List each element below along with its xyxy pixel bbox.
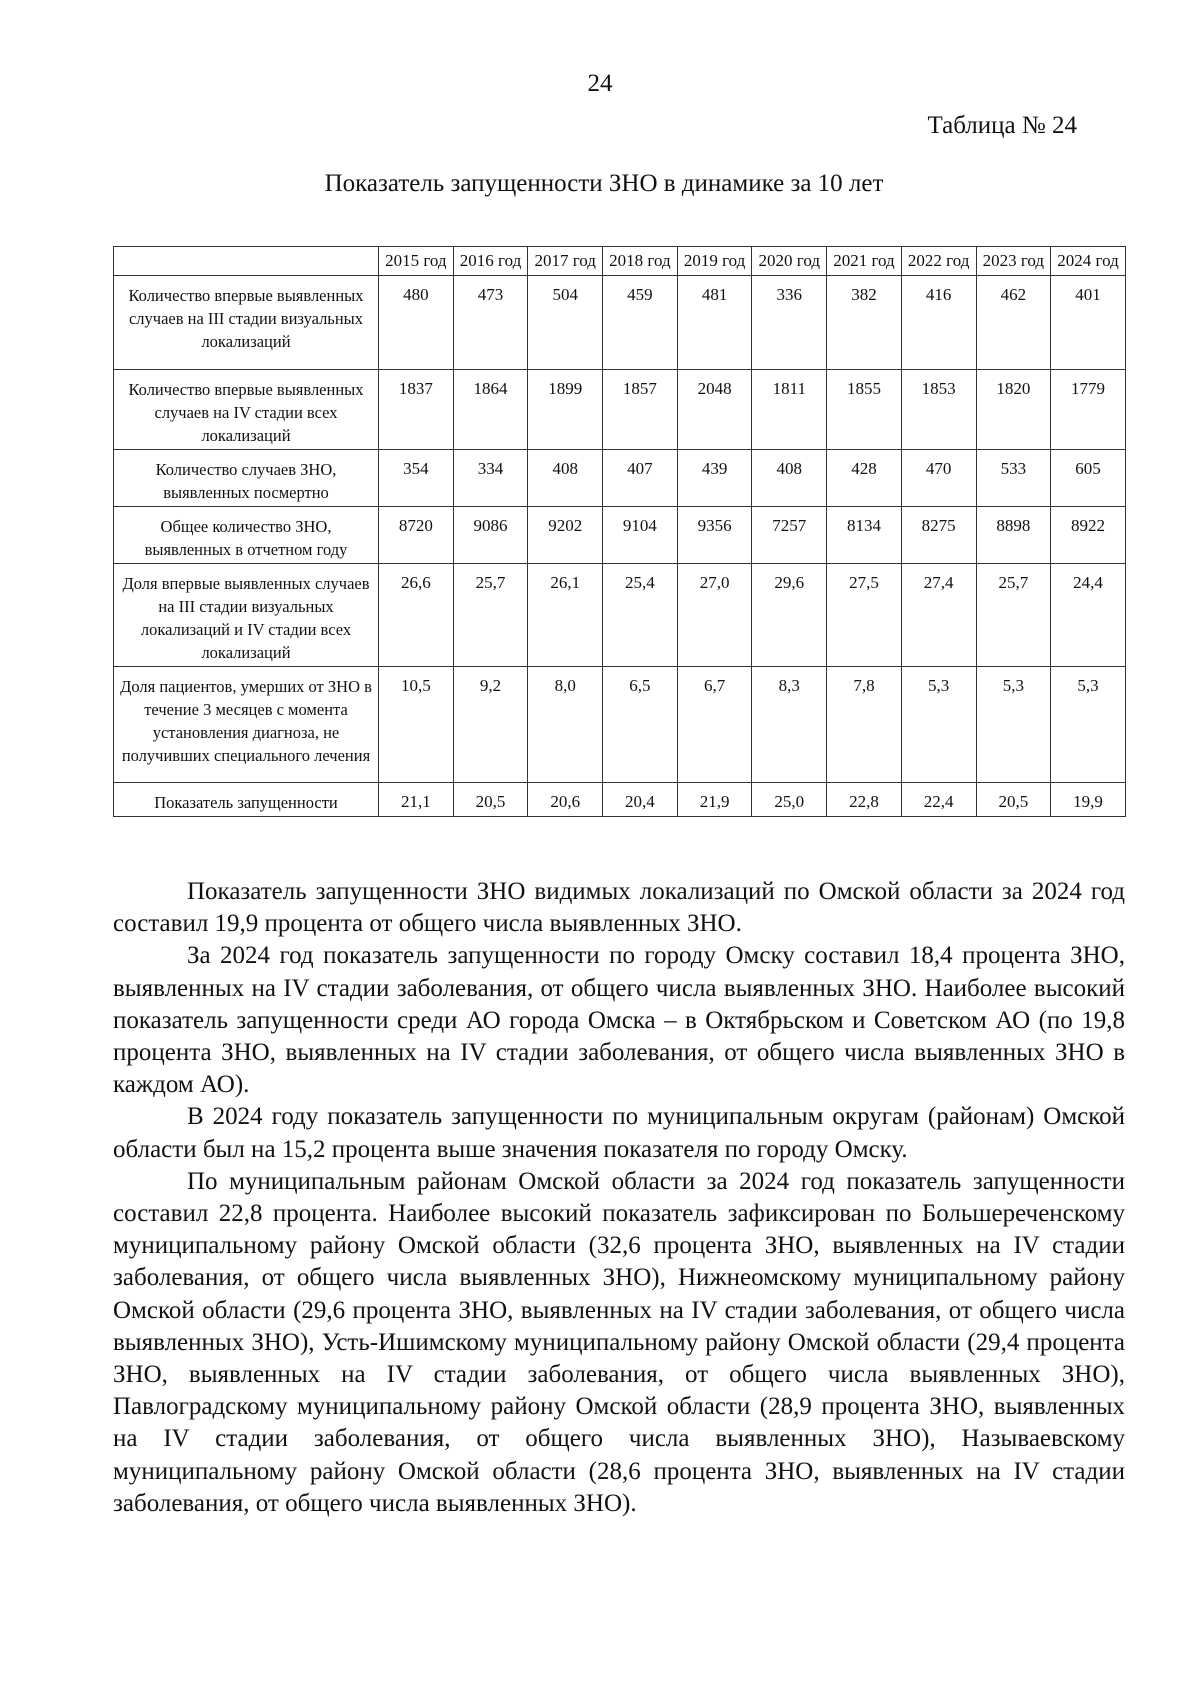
table-cell: 8,0 [528, 667, 603, 783]
table-row [114, 370, 1126, 450]
table-cell: 6,5 [603, 667, 678, 783]
table-cell: 416 [901, 276, 976, 370]
data-table [113, 246, 1126, 817]
table-cell: 1779 [1051, 370, 1126, 450]
table-cell: 481 [677, 276, 752, 370]
table-row [114, 667, 1126, 783]
year-header: 2015 год [379, 247, 454, 276]
table-cell: 20,6 [528, 783, 603, 817]
table-cell: 7,8 [827, 667, 902, 783]
row-label: Общее количество ЗНО, выявленных в отчетном году [114, 507, 379, 564]
table-row [114, 783, 1126, 817]
table-row [114, 507, 1126, 564]
table-cell: 1853 [901, 370, 976, 450]
table-cell: 27,4 [901, 564, 976, 667]
year-header: 2019 год [677, 247, 752, 276]
table-cell: 439 [677, 450, 752, 507]
table-cell: 2048 [677, 370, 752, 450]
table-cell: 5,3 [1051, 667, 1126, 783]
table-cell: 25,4 [603, 564, 678, 667]
table-cell: 20,5 [976, 783, 1051, 817]
header-empty-cell [114, 247, 379, 276]
table-cell: 9086 [453, 507, 528, 564]
table-cell: 1857 [603, 370, 678, 450]
table-cell: 8720 [379, 507, 454, 564]
year-header: 2022 год [901, 247, 976, 276]
body-text [113, 876, 1125, 1520]
table-cell: 26,6 [379, 564, 454, 667]
table-cell: 7257 [752, 507, 827, 564]
table-row [114, 450, 1126, 507]
row-label: Доля пациентов, умерших от ЗНО в течение 3 месяцев с момента установления диагноза, не получивших специального лечения [114, 667, 379, 783]
table-cell: 19,9 [1051, 783, 1126, 817]
table-cell: 26,1 [528, 564, 603, 667]
table-cell: 8275 [901, 507, 976, 564]
table-cell: 470 [901, 450, 976, 507]
table-cell: 25,7 [976, 564, 1051, 667]
table-cell: 6,7 [677, 667, 752, 783]
table-cell: 8898 [976, 507, 1051, 564]
table-cell: 9104 [603, 507, 678, 564]
table-cell: 354 [379, 450, 454, 507]
year-header: 2018 год [603, 247, 678, 276]
table-cell: 27,0 [677, 564, 752, 667]
table-cell: 8,3 [752, 667, 827, 783]
table-cell: 336 [752, 276, 827, 370]
table-cell: 459 [603, 276, 678, 370]
table-header-row [114, 247, 1126, 276]
paragraph: Показатель запущенности ЗНО видимых локализаций по Омской области за 2024 год составил 19,9 процента от общего числа выявленных ЗНО. [113, 878, 1125, 938]
table-cell: 24,4 [1051, 564, 1126, 667]
table-cell: 9356 [677, 507, 752, 564]
table-cell: 25,0 [752, 783, 827, 817]
table-cell: 27,5 [827, 564, 902, 667]
table-cell: 408 [528, 450, 603, 507]
table-cell: 473 [453, 276, 528, 370]
table-row [114, 564, 1126, 667]
page-number: 24 [587, 70, 613, 97]
table-cell: 10,5 [379, 667, 454, 783]
table-cell: 407 [603, 450, 678, 507]
table-cell: 25,7 [453, 564, 528, 667]
table-cell: 504 [528, 276, 603, 370]
table-cell: 1837 [379, 370, 454, 450]
row-label: Количество впервые выявленных случаев на IV стадии всех локализаций [114, 370, 379, 450]
table-number: Таблица № 24 [927, 112, 1077, 139]
table-cell: 480 [379, 276, 454, 370]
table-cell: 1820 [976, 370, 1051, 450]
table-cell: 22,4 [901, 783, 976, 817]
table-cell: 20,4 [603, 783, 678, 817]
row-label: Количество впервые выявленных случаев на III стадии визуальных локализаций [114, 276, 379, 370]
year-header: 2020 год [752, 247, 827, 276]
year-header: 2021 год [827, 247, 902, 276]
table-cell: 29,6 [752, 564, 827, 667]
table-cell: 21,1 [379, 783, 454, 817]
paragraph: По муниципальным районам Омской области за 2024 год показатель запущенности составил 22,8 процента. Наиболее высокий показатель зафиксирован по Большереченскому муниципальному району Омской области (32,6 процента ЗНО, выявленных на IV стадии заболевания, от общего числа выявленных ЗНО), Нижнеомскому муниципальному району Омской области (29,6 процента ЗНО, выявленных на IV стадии заболевания, от общего числа выявленных ЗНО), Усть-Ишимскому муниципальному району Омской области (29,4 процента ЗНО, выявленных на IV стадии заболевания, от общего числа выявленных ЗНО), Павлоградскому муниципальному району Омской области (28,9 процента ЗНО, выявленных на IV стадии заболевания, от общего числа выявленных ЗНО), Называевскому муниципальному району Омской области (28,6 процента ЗНО, выявленных на IV стадии заболевания, от общего числа выявленных ЗНО). [113, 1167, 1125, 1517]
table-cell: 334 [453, 450, 528, 507]
table-cell: 401 [1051, 276, 1126, 370]
table-cell: 382 [827, 276, 902, 370]
table-cell: 9,2 [453, 667, 528, 783]
table-cell: 428 [827, 450, 902, 507]
row-label: Доля впервые выявленных случаев на III стадии визуальных локализаций и IV стадии всех локализаций [114, 564, 379, 667]
row-label: Количество случаев ЗНО, выявленных посмертно [114, 450, 379, 507]
table-cell: 462 [976, 276, 1051, 370]
table-cell: 8134 [827, 507, 902, 564]
table-row [114, 276, 1126, 370]
year-header: 2023 год [976, 247, 1051, 276]
table-cell: 8922 [1051, 507, 1126, 564]
table-cell: 22,8 [827, 783, 902, 817]
paragraph: В 2024 году показатель запущенности по муниципальным округам (районам) Омской области был на 15,2 процента выше значения показателя по городу Омску. [113, 1103, 1125, 1163]
table-cell: 21,9 [677, 783, 752, 817]
table-cell: 5,3 [976, 667, 1051, 783]
table-cell: 1855 [827, 370, 902, 450]
table-cell: 20,5 [453, 783, 528, 817]
table-cell: 1811 [752, 370, 827, 450]
paragraph: За 2024 год показатель запущенности по городу Омску составил 18,4 процента ЗНО, выявленных на IV стадии заболевания, от общего числа выявленных ЗНО. Наиболее высокий показатель запущенности среди АО города Омска – в Октябрьском и Советском АО (по 19,8 процента ЗНО, выявленных на IV стадии заболевания, от общего числа выявленных ЗНО в каждом АО). [113, 942, 1125, 1099]
table-cell: 1864 [453, 370, 528, 450]
table-cell: 408 [752, 450, 827, 507]
table-cell: 1899 [528, 370, 603, 450]
table-cell: 9202 [528, 507, 603, 564]
row-label: Показатель запущенности [114, 783, 379, 817]
table-cell: 533 [976, 450, 1051, 507]
table-title: Показатель запущенности ЗНО в динамике за 10 лет [324, 170, 884, 197]
year-header: 2017 год [528, 247, 603, 276]
year-header: 2024 год [1051, 247, 1126, 276]
table-cell: 605 [1051, 450, 1126, 507]
table-body [114, 276, 1126, 817]
table-cell: 5,3 [901, 667, 976, 783]
year-header: 2016 год [453, 247, 528, 276]
